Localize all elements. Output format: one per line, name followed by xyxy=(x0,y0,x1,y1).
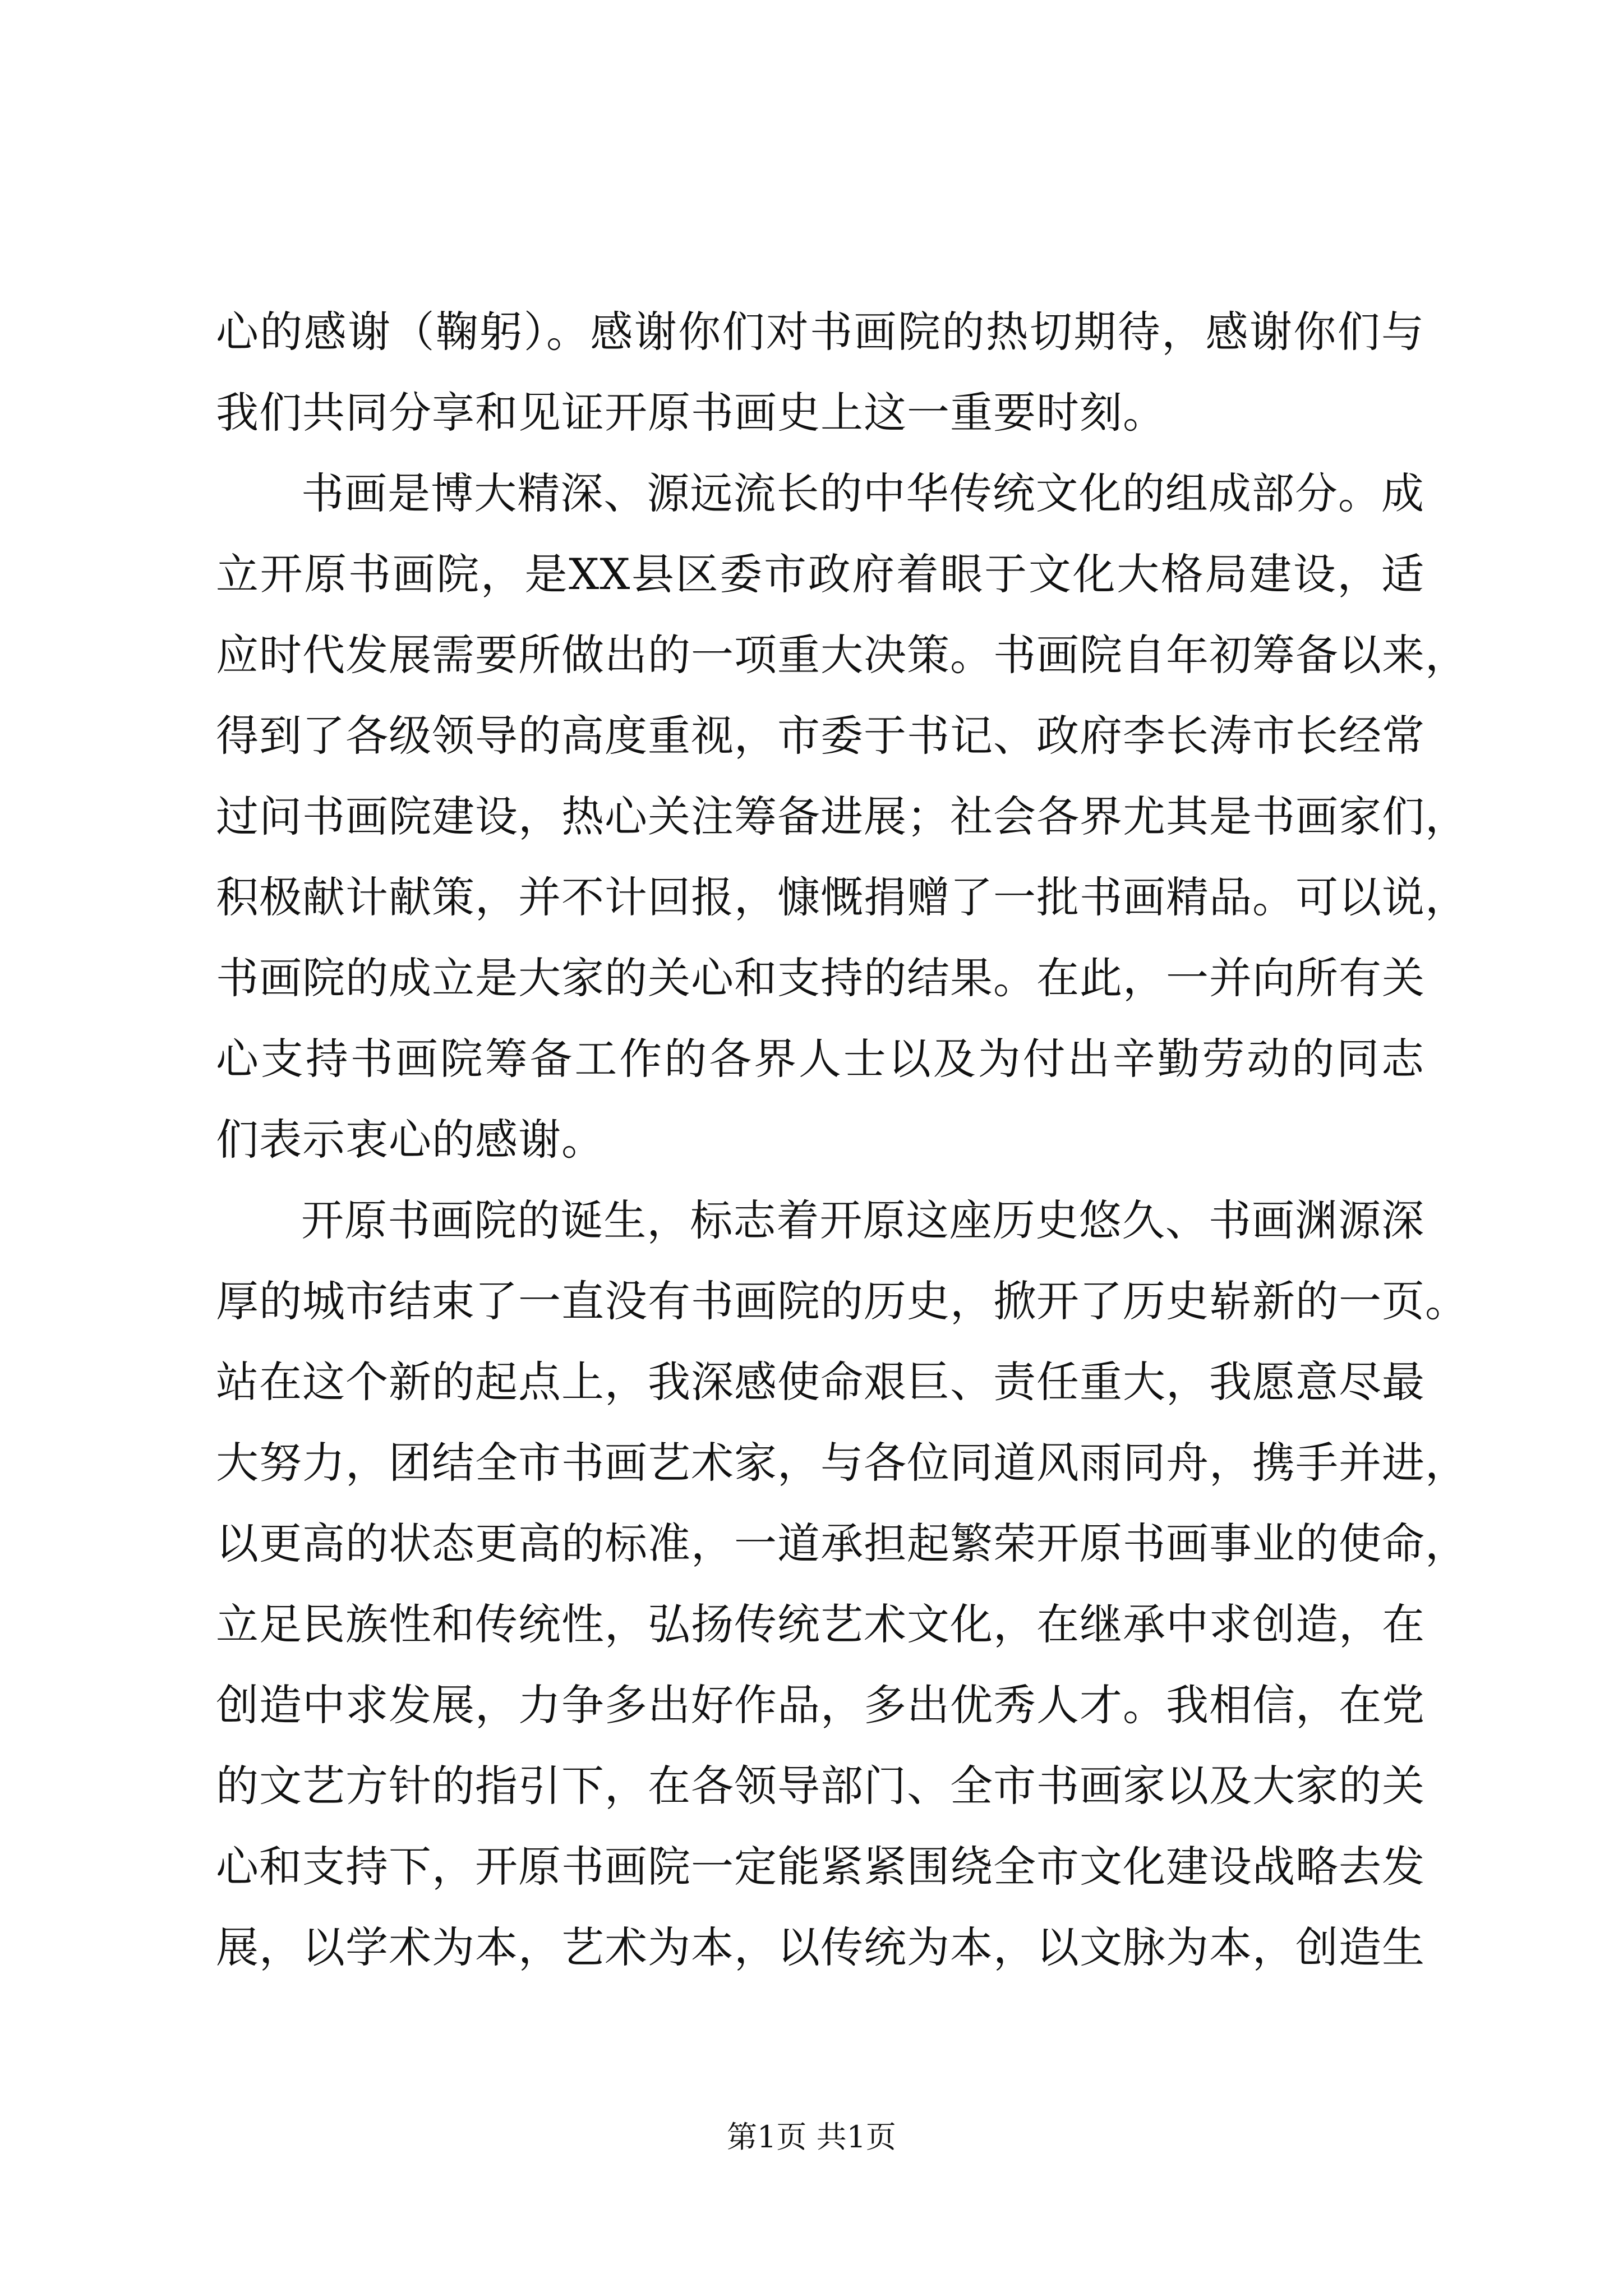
text-line: 大努力，团结全市书画艺术家，与各位同道风雨同舟，携手并进， xyxy=(216,1438,1468,1488)
text-line: 心和支持下，开原书画院一定能紧紧围绕全市文化建设战略去发 xyxy=(216,1842,1425,1892)
text-line: 心支持书画院筹备工作的各界人士以及为付出辛勤劳动的同志 xyxy=(216,1034,1424,1084)
text-line: 应时代发展需要所做出的一项重大决策。书画院自年初筹备以来， xyxy=(216,630,1468,680)
text-line: 书画院的成立是大家的关心和支持的结果。在此，一并向所有关 xyxy=(216,953,1425,1003)
text-line: 积极献计献策，并不计回报，慷慨捐赠了一批书画精品。可以说， xyxy=(216,872,1468,922)
text-line: 我们共同分享和见证开原书画史上这一重要时刻。 xyxy=(216,388,1166,438)
body-text xyxy=(216,292,1468,1988)
text-line: 得到了各级领导的高度重视，市委于书记、政府李长涛市长经常 xyxy=(216,711,1425,761)
text-line: 以更高的状态更高的标准，一道承担起繁荣开原书画事业的使命， xyxy=(216,1519,1468,1568)
text-line: 心的感谢（鞠躬）。感谢你们对书画院的热切期待，感谢你们与 xyxy=(216,307,1424,357)
text-line: 站在这个新的起点上，我深感使命艰巨、责任重大，我愿意尽最 xyxy=(216,1357,1425,1407)
paragraph-first-line: 书画是博大精深、源远流长的中华传统文化的组成部分。成 xyxy=(301,468,1424,518)
text-line: 立足民族性和传统性，弘扬传统艺术文化，在继承中求创造，在 xyxy=(216,1599,1425,1649)
text-line: 厚的城市结束了一直没有书画院的历史，掀开了历史崭新的一页。 xyxy=(216,1276,1468,1326)
text-line: 的文艺方针的指引下，在各领导部门、全市书画家以及大家的关 xyxy=(216,1761,1425,1811)
text-line: 立开原书画院，是XX县区委市政府着眼于文化大格局建设，适 xyxy=(216,549,1424,599)
paragraph-first-line: 开原书画院的诞生，标志着开原这座历史悠久、书画渊源深 xyxy=(301,1195,1424,1245)
text-line: 创造中求发展，力争多出好作品，多出优秀人才。我相信，在党 xyxy=(216,1680,1425,1730)
text-line: 展，以学术为本，艺术为本，以传统为本，以文脉为本，创造生 xyxy=(216,1922,1425,1972)
text-line: 过问书画院建设，热心关注筹备进展；社会各界尤其是书画家们， xyxy=(216,792,1468,841)
page-number-footer: 第1页 共1页 xyxy=(727,2119,896,2155)
text-line: 们表示衷心的感谢。 xyxy=(216,1115,605,1165)
